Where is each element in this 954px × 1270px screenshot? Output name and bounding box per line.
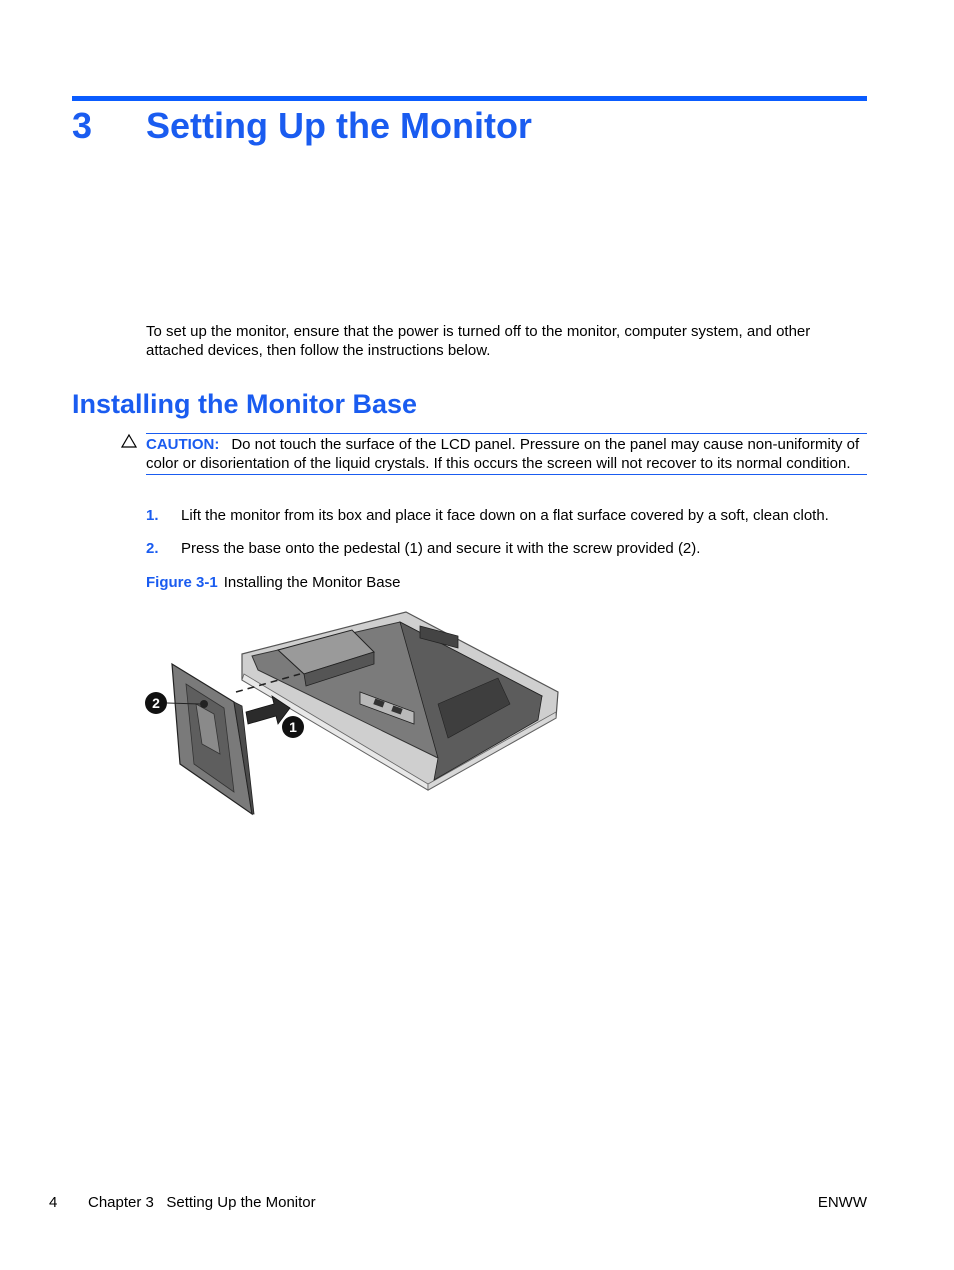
figure-label: Figure 3-1 (146, 574, 218, 591)
step-number: 1. (146, 507, 159, 524)
caution-label: CAUTION: (146, 436, 220, 453)
step-text: Lift the monitor from its box and place it face down on a flat surface covered by a soft, clean cloth. (181, 507, 829, 524)
caution-note (146, 433, 867, 475)
footer-chapter: Chapter 3 Setting Up the Monitor (88, 1194, 316, 1211)
figure-caption-text: Installing the Monitor Base (223, 574, 401, 591)
step-number: 2. (146, 540, 159, 557)
step-text: Press the base onto the pedestal (1) and secure it with the screw provided (2). (181, 540, 701, 557)
caution-triangle-icon (121, 433, 137, 449)
caution-text: Do not touch the surface of the LCD panel. Pressure on the panel may cause non-uniformity of color or disorientation of the liquid crystals. If this occurs the screen will not recover to its normal condition. (146, 436, 860, 472)
footer-page-number: 4 (49, 1194, 58, 1211)
figure-caption (146, 573, 400, 592)
callout-1-label: 1 (289, 719, 297, 735)
monitor-base-illustration (138, 608, 568, 820)
footer-right: ENWW (817, 1194, 867, 1211)
chapter-number: 3 (72, 105, 93, 146)
chapter-title: Setting Up the Monitor (146, 105, 532, 146)
chapter-rule (72, 96, 867, 101)
section-title: Installing the Monitor Base (72, 389, 418, 419)
callout-2-label: 2 (152, 695, 160, 711)
intro-paragraph: To set up the monitor, ensure that the power is turned off to the monitor, computer system, and other attached devices, then follow the instructions below. (146, 323, 811, 359)
